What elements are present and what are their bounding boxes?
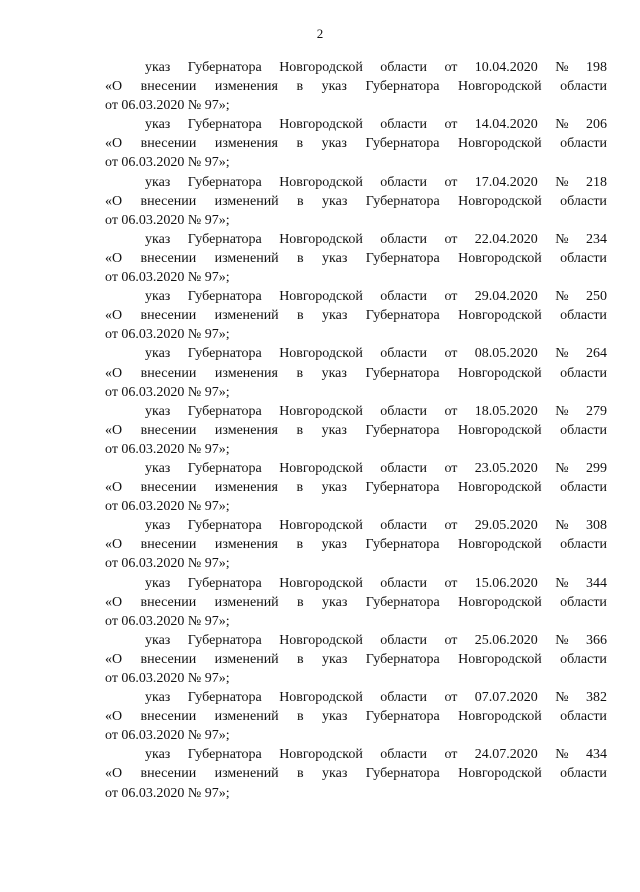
word: Новгородской [458, 250, 542, 266]
word: № [555, 747, 569, 763]
word: № [555, 346, 569, 362]
word: Губернатора [187, 117, 262, 133]
decree-entry-line3: от 06.03.2020 № 97»; [105, 728, 230, 744]
word: указ [145, 690, 171, 706]
word: Новгородской [458, 709, 542, 725]
decree-entry [105, 745, 607, 802]
word: Губернатора [187, 460, 262, 476]
word: области [380, 289, 428, 305]
word: «О [105, 250, 123, 266]
word: Губернатора [187, 632, 262, 648]
word: 17.04.2020 [474, 174, 538, 190]
word: внесении [140, 193, 197, 209]
decree-entry-line3: от 06.03.2020 № 97»; [105, 212, 230, 228]
word: области [560, 365, 607, 381]
word: указ [145, 289, 171, 305]
word: № [555, 117, 569, 133]
word: «О [105, 766, 123, 782]
word: «О [105, 365, 123, 381]
word: № [555, 690, 569, 706]
word: в [297, 594, 304, 610]
word: «О [105, 193, 123, 209]
word: в [296, 480, 304, 496]
word: области [560, 308, 607, 324]
word: 24.07.2020 [474, 747, 538, 763]
word: от [444, 403, 458, 419]
word: указ [321, 79, 347, 95]
word: Губернатора [365, 766, 440, 782]
word: от [444, 346, 458, 362]
word: Новгородской [458, 79, 542, 95]
word: № [555, 460, 569, 476]
word: № [555, 632, 569, 648]
word: внесении [140, 651, 197, 667]
word: области [380, 460, 428, 476]
word: внесении [140, 136, 197, 152]
decree-entry-line2 [105, 421, 607, 440]
decree-entry [105, 115, 607, 172]
word: области [560, 651, 607, 667]
word: от [444, 518, 458, 534]
word: Губернатора [365, 594, 440, 610]
word: изменений [214, 308, 279, 324]
word: области [380, 174, 428, 190]
word: в [297, 193, 304, 209]
word: «О [105, 308, 123, 324]
word: области [560, 594, 607, 610]
word: Новгородской [458, 422, 542, 438]
word: Губернатора [365, 79, 440, 95]
word: «О [105, 709, 123, 725]
word: Новгородской [279, 117, 363, 133]
word: от [444, 231, 458, 247]
word: в [297, 766, 304, 782]
word: области [560, 193, 607, 209]
word: Губернатора [365, 651, 440, 667]
word: Губернатора [187, 747, 262, 763]
word: Новгородской [279, 575, 363, 591]
word: указ [145, 117, 171, 133]
word: № [555, 174, 569, 190]
word: указ [145, 747, 171, 763]
word: внесении [140, 79, 197, 95]
decree-entry-line1 [105, 402, 607, 421]
decree-entry-line2 [105, 707, 607, 726]
word: указ [145, 60, 171, 75]
decree-entry [105, 173, 607, 230]
word: Губернатора [365, 193, 440, 209]
decree-entry-line2 [105, 134, 607, 153]
word: области [560, 422, 607, 438]
word: Губернатора [365, 480, 440, 496]
word: «О [105, 537, 123, 553]
decree-entry-line2 [105, 192, 607, 211]
word: изменений [214, 766, 279, 782]
decree-entry-line1 [105, 459, 607, 478]
word: Губернатора [187, 60, 262, 75]
word: 264 [585, 346, 607, 362]
word: Новгородской [279, 747, 363, 763]
word: Губернатора [365, 365, 440, 381]
word: Новгородской [458, 594, 542, 610]
word: Губернатора [187, 289, 262, 305]
word: «О [105, 594, 123, 610]
word: Губернатора [365, 537, 440, 553]
decree-entry-line3: от 06.03.2020 № 97»; [105, 155, 230, 171]
word: Новгородской [458, 651, 542, 667]
word: Новгородской [279, 289, 363, 305]
word: области [560, 250, 607, 266]
word: изменения [214, 480, 278, 496]
word: Новгородской [279, 518, 363, 534]
word: указ [321, 422, 347, 438]
word: области [560, 136, 607, 152]
decree-entry-line2 [105, 364, 607, 383]
word: указ [322, 250, 348, 266]
page-number: 2 [316, 26, 324, 41]
word: области [380, 518, 428, 534]
decree-entry-line2 [105, 478, 607, 497]
word: указ [322, 193, 348, 209]
word: в [296, 136, 304, 152]
word: 29.05.2020 [474, 518, 538, 534]
decree-entry [105, 688, 607, 745]
decree-entry [105, 230, 607, 287]
word: 308 [585, 518, 607, 534]
word: Губернатора [365, 136, 440, 152]
word: от [444, 174, 458, 190]
decree-entry [105, 516, 607, 573]
word: Губернатора [365, 308, 440, 324]
decree-entry-line1 [105, 173, 607, 192]
word: Губернатора [365, 250, 440, 266]
decree-entry-line3: от 06.03.2020 № 97»; [105, 98, 230, 114]
word: 18.05.2020 [474, 403, 538, 419]
word: указ [322, 594, 348, 610]
decree-entry-line3: от 06.03.2020 № 97»; [105, 384, 230, 400]
decree-entry-line3: от 06.03.2020 № 97»; [105, 270, 230, 286]
word: указ [145, 632, 171, 648]
word: 14.04.2020 [474, 117, 538, 133]
word: изменений [214, 651, 279, 667]
word: внесении [140, 308, 197, 324]
word: от [444, 289, 458, 305]
word: указ [145, 575, 171, 591]
word: Губернатора [187, 346, 262, 362]
word: в [297, 250, 304, 266]
decree-entry-line1 [105, 58, 607, 77]
word: в [296, 365, 304, 381]
decree-entry [105, 287, 607, 344]
word: указ [321, 480, 347, 496]
word: 15.06.2020 [474, 575, 538, 591]
word: № [555, 60, 569, 75]
decree-entry-line2 [105, 77, 607, 96]
word: указ [321, 365, 347, 381]
decree-entry [105, 631, 607, 688]
decree-entry-line2 [105, 535, 607, 554]
word: указ [321, 136, 347, 152]
word: изменений [214, 193, 279, 209]
word: изменения [214, 79, 278, 95]
word: «О [105, 422, 123, 438]
word: внесении [140, 594, 197, 610]
decree-entry-line2 [105, 764, 607, 783]
word: указ [321, 537, 347, 553]
word: внесении [140, 365, 197, 381]
word: области [380, 575, 428, 591]
word: изменения [214, 365, 278, 381]
word: указ [322, 709, 348, 725]
decree-entry-line1 [105, 745, 607, 764]
word: 22.04.2020 [474, 231, 538, 247]
decree-entry-line1 [105, 287, 607, 306]
word: Новгородской [458, 308, 542, 324]
word: в [297, 709, 304, 725]
word: области [380, 60, 428, 75]
word: области [380, 117, 428, 133]
decree-entry-line3: от 06.03.2020 № 97»; [105, 327, 230, 343]
word: области [380, 632, 428, 648]
word: от [444, 690, 458, 706]
word: указ [145, 403, 171, 419]
word: 234 [585, 231, 607, 247]
word: внесении [140, 250, 197, 266]
word: в [296, 422, 304, 438]
word: 206 [585, 117, 607, 133]
word: 344 [585, 575, 607, 591]
word: Губернатора [365, 422, 440, 438]
word: области [560, 79, 607, 95]
word: указ [145, 346, 171, 362]
word: Губернатора [187, 690, 262, 706]
word: от [444, 575, 458, 591]
word: внесении [140, 709, 197, 725]
decree-entry-line3: от 06.03.2020 № 97»; [105, 785, 230, 801]
word: от [444, 117, 458, 133]
word: Губернатора [187, 575, 262, 591]
word: Новгородской [279, 460, 363, 476]
word: области [380, 747, 428, 763]
word: «О [105, 136, 123, 152]
word: области [560, 766, 607, 782]
word: указ [145, 174, 171, 190]
word: от [444, 460, 458, 476]
word: Новгородской [458, 766, 542, 782]
decree-entry-line2 [105, 306, 607, 325]
word: указ [322, 766, 348, 782]
decree-entry-line1 [105, 344, 607, 363]
word: № [555, 231, 569, 247]
word: «О [105, 480, 123, 496]
word: Новгородской [279, 632, 363, 648]
word: «О [105, 651, 123, 667]
word: в [296, 537, 304, 553]
decree-entry-line2 [105, 593, 607, 612]
word: № [555, 518, 569, 534]
word: 434 [585, 747, 607, 763]
word: 08.05.2020 [474, 346, 538, 362]
word: 29.04.2020 [474, 289, 538, 305]
word: указ [322, 308, 348, 324]
decree-entry-line3: от 06.03.2020 № 97»; [105, 671, 230, 686]
word: Новгородской [279, 174, 363, 190]
word: № [555, 289, 569, 305]
word: в [297, 308, 304, 324]
word: 198 [585, 60, 607, 75]
decree-entry-line1 [105, 574, 607, 593]
word: области [380, 231, 428, 247]
word: области [560, 709, 607, 725]
decree-entry-line3: от 06.03.2020 № 97»; [105, 441, 230, 457]
word: Новгородской [458, 193, 542, 209]
decree-entry-line1 [105, 688, 607, 707]
word: Новгородской [279, 231, 363, 247]
word: Новгородской [279, 690, 363, 706]
decree-entry-line3: от 06.03.2020 № 97»; [105, 499, 230, 515]
word: внесении [140, 422, 197, 438]
word: Новгородской [279, 403, 363, 419]
word: 10.04.2020 [474, 60, 538, 75]
word: Губернатора [365, 709, 440, 725]
word: области [380, 690, 428, 706]
word: «О [105, 79, 123, 95]
word: № [555, 403, 569, 419]
word: области [380, 346, 428, 362]
word: от [444, 747, 458, 763]
word: области [560, 537, 607, 553]
word: от [444, 60, 458, 75]
word: области [560, 480, 607, 496]
decree-entry-line1 [105, 115, 607, 134]
word: от [444, 632, 458, 648]
word: указ [145, 460, 171, 476]
word: 279 [585, 403, 607, 419]
word: изменений [214, 250, 279, 266]
decree-entry [105, 344, 607, 401]
word: Новгородской [458, 537, 542, 553]
decree-entry-line1 [105, 516, 607, 535]
word: № [555, 575, 569, 591]
word: изменений [214, 709, 279, 725]
word: Губернатора [187, 403, 262, 419]
word: 218 [585, 174, 607, 190]
word: указ [322, 651, 348, 667]
word: внесении [140, 480, 197, 496]
word: Новгородской [279, 60, 363, 75]
word: 299 [585, 460, 607, 476]
word: 07.07.2020 [474, 690, 538, 706]
word: внесении [140, 537, 197, 553]
word: внесении [140, 766, 197, 782]
word: изменения [214, 422, 278, 438]
decree-entry [105, 459, 607, 516]
decree-entry-line2 [105, 249, 607, 268]
word: 250 [585, 289, 607, 305]
word: изменения [214, 537, 278, 553]
word: 382 [585, 690, 607, 706]
word: 366 [585, 632, 607, 648]
word: Губернатора [187, 231, 262, 247]
word: Новгородской [279, 346, 363, 362]
decree-entry-line1 [105, 230, 607, 249]
word: в [296, 79, 304, 95]
decree-entry-line2 [105, 650, 607, 669]
decree-entry [105, 574, 607, 631]
word: 23.05.2020 [474, 460, 538, 476]
word: Губернатора [187, 174, 262, 190]
word: указ [145, 518, 171, 534]
decree-entry [105, 402, 607, 459]
word: в [297, 651, 304, 667]
word: изменений [214, 594, 279, 610]
word: указ [145, 231, 171, 247]
word: изменения [214, 136, 278, 152]
decree-entry-line1 [105, 631, 607, 650]
word: Губернатора [187, 518, 262, 534]
decree-entry-line3: от 06.03.2020 № 97»; [105, 556, 230, 572]
word: Новгородской [458, 365, 542, 381]
word: 25.06.2020 [474, 632, 538, 648]
word: Новгородской [458, 136, 542, 152]
word: области [380, 403, 428, 419]
word: Новгородской [458, 480, 542, 496]
decree-entry [105, 58, 607, 115]
decree-list [105, 58, 607, 803]
decree-entry-line3: от 06.03.2020 № 97»; [105, 613, 230, 629]
